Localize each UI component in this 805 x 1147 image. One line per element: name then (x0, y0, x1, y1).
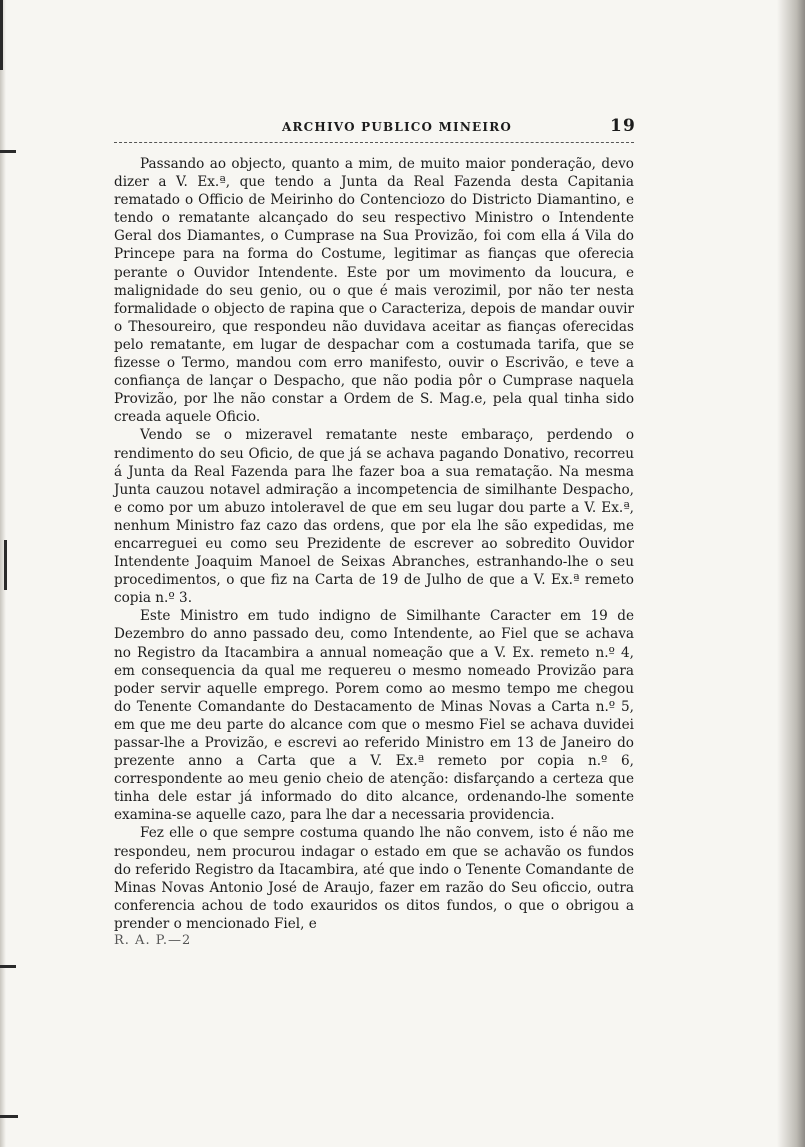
paragraph: Vendo se o mizeravel rematante neste embaraço, perdendo o rendimento do seu Oficio, de que já se achava pagando Donativo, recorreu á Junta da Real Fazenda para lhe fazer boa a sua rematação. Na mesma Junta cauzou notavel admiração a incompetencia de similhante Despacho, e como por um abuzo intoleravel de que em seu lugar dou parte a V. Ex.ª, nenhum Ministro faz cazo das ordens, que por ela lhe são expedidas, me encarreguei eu como seu Prezidente de escrever ao sobredito Ouvidor Intendente Joaquim Manoel de Seixas Abranches, estranhando-lhe o seu procedimentos, o que fiz na Carta de 19 de Julho de que a V. Ex.ª remeto copia n.º 3. (114, 427, 634, 607)
signature-mark: R. A. P.—2 (114, 933, 192, 949)
book-page (114, 116, 634, 948)
page-right-edge (777, 0, 805, 1147)
page-number: 19 (609, 116, 636, 136)
body-text (114, 155, 634, 933)
paragraph: Fez elle o que sempre costuma quando lhe não convem, isto é não me respondeu, nem procurou indagar o estado em que se achavão os fundos do referido Registro da Itacambira, até que indo o Tenente Comandante de Minas Novas Antonio José de Araujo, fazer em razão do Seu oficcio, outra conferencia achou de todo exauridos os ditos fundos, o que o obrigou a prender o mencionado Fiel, e (114, 825, 634, 932)
margin-mark (0, 965, 16, 968)
paragraph: Este Ministro em tudo indigno de Similhante Caracter em 19 de Dezembro do anno passado deu, como Intendente, ao Fiel que se achava no Registro da Itacambira a annual nomeação que a V. Ex. remeto n.º 4, em consequencia da qual me requereu o mesmo nomeado Provizão para poder servir aquelle emprego. Porem como ao mesmo tempo me chegou do Tenente Comandante do Destacamento de Minas Novas a Carta n.º 5, em que me deu parte do alcance com que o mesmo Fiel se achava duvidei passar-lhe a Provizão, e escrevi ao referido Ministro em 13 de Janeiro do prezente anno a Carta que a V. Ex.ª remeto por copia n.º 6, correspondente ao meu genio cheio de atenção: disfarçando a certeza que tinha dele estar já informado do dito alcance, ordenando-lhe somente examina-se aquelle cazo, para lhe dar a necessaria providencia. (114, 608, 634, 824)
running-title: ARCHIVO PUBLICO MINEIRO (282, 120, 513, 134)
paragraph: Passando ao objecto, quanto a mim, de muito maior ponderação, devo dizer a V. Ex.ª, que tendo a Junta da Real Fazenda desta Capitania rematado o Officio de Meirinho do Contenciozo do Districto Diamantino, e tendo o rematante alcançado do seu respectivo Ministro o Intendente Geral dos Diamantes, o Cumprase na Sua Provizão, foi com ella á Vila do Princepe para na forma do Costume, legitimar as fianças que oferecia perante o Ouvidor Intendente. Este por um movimento da loucura, e malignidade do seu genio, ou o que é mais verozimil, por não ter nesta formalidade o objecto de rapina que o Caracteriza, depois de mandar ouvir o Thesoureiro, que respondeu não duvidava aceitar as fianças oferecidas pelo rematante, em lugar de despachar com a costumada tarifa, que se fizesse o Termo, mandou com erro manifesto, ouvir o Escrivão, e teve a confiança de lançar o Despacho, que não podia pôr o Cumprase naquela Provizão, por lhe não constar a Ordem de S. Mag.e, pela qual tinha sido creada aquele Oficio. (114, 156, 634, 426)
margin-mark (0, 150, 16, 153)
margin-mark (0, 1115, 18, 1118)
margin-mark (4, 540, 7, 590)
running-header (114, 116, 634, 143)
margin-mark (0, 0, 3, 70)
